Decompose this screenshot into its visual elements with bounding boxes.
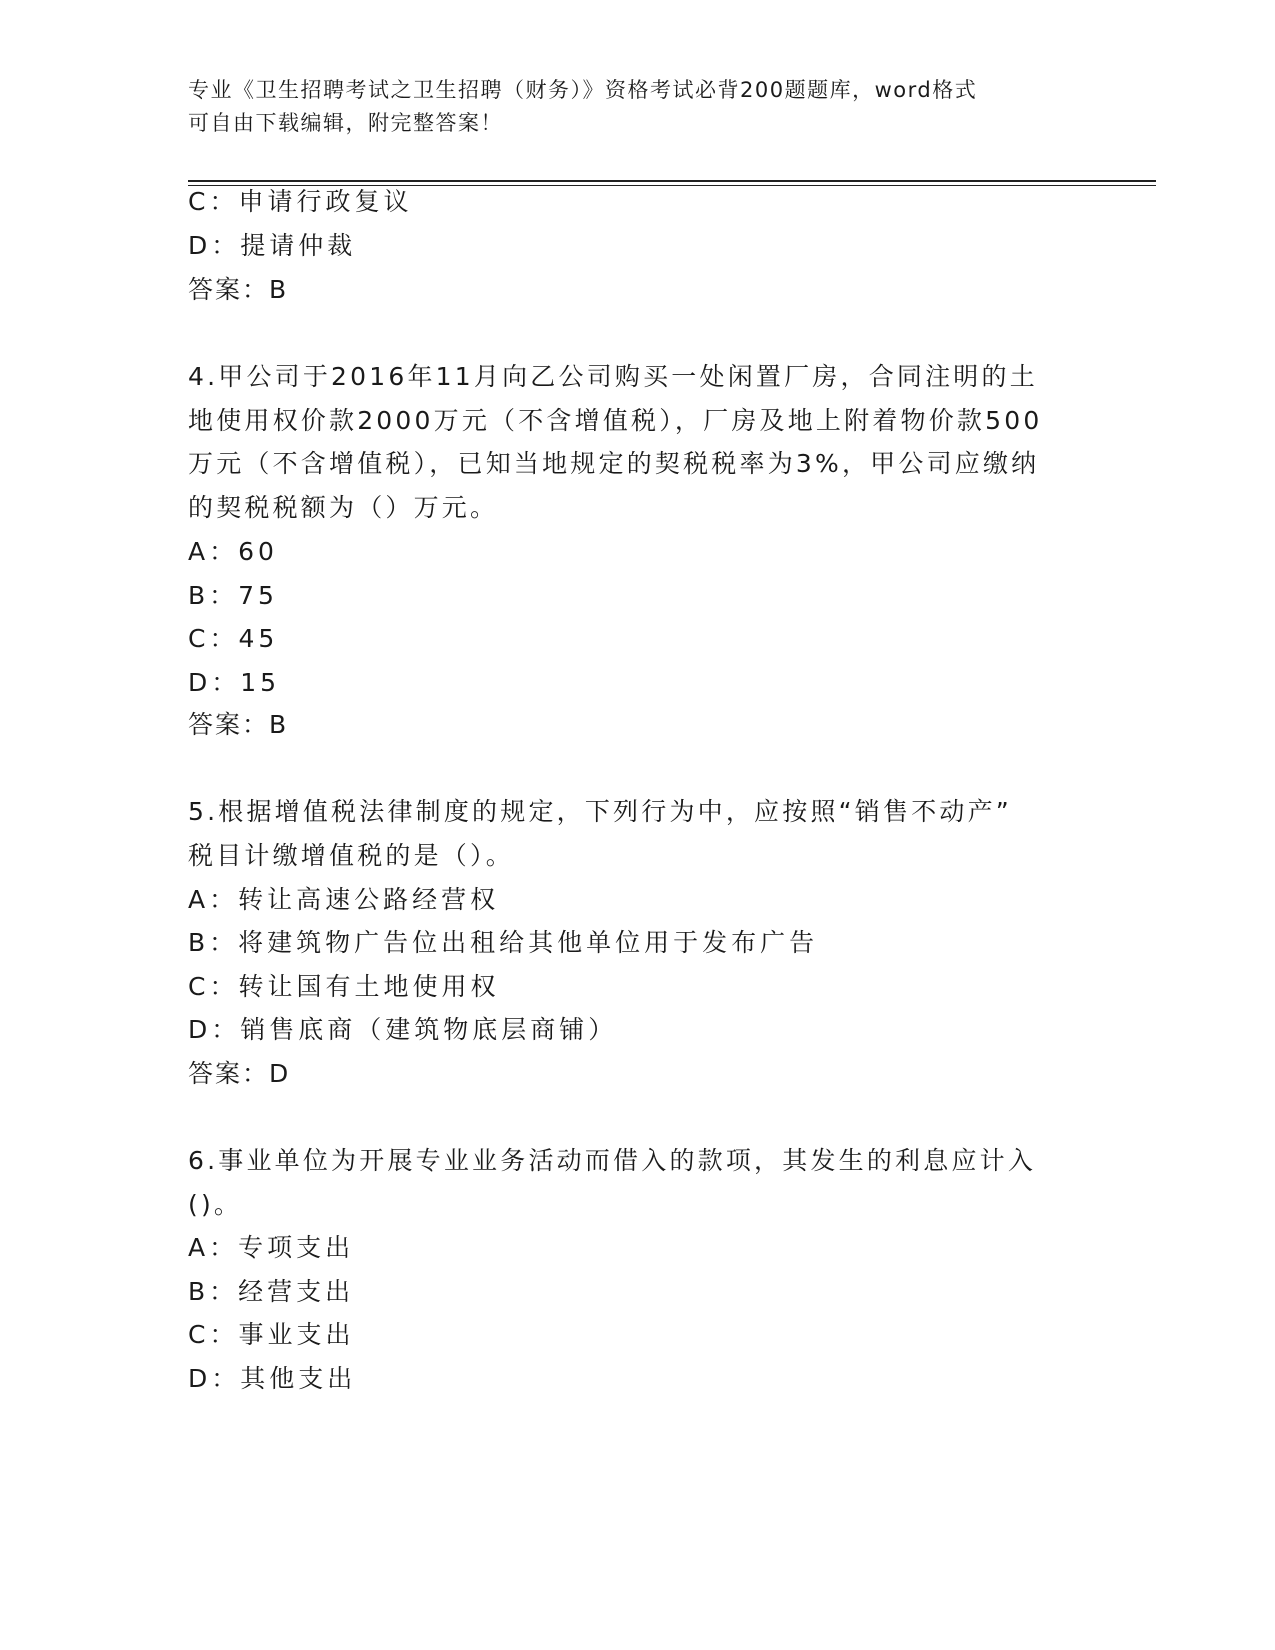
q4-stem-line-1: 4.甲公司于2016年11月向乙公司购买一处闲置厂房，合同注明的土: [188, 362, 1038, 391]
header-line-2: 可自由下载编辑，附完整答案！: [188, 111, 503, 135]
q4-answer: 答案：B: [188, 710, 289, 739]
page-header: [188, 74, 1068, 140]
q4-option-c: C：45: [188, 624, 279, 653]
q6-option-c: C：事业支出: [188, 1320, 355, 1349]
q5-stem-line-2: 税目计缴增值税的是（）。: [188, 841, 514, 870]
q4-stem-line-3: 万元（不含增值税），已知当地规定的契税税率为3%，甲公司应缴纳: [188, 449, 1040, 478]
q5-answer: 答案：D: [188, 1059, 291, 1088]
q4-option-a: A：60: [188, 537, 278, 566]
q5-option-b: B：将建筑物广告位出租给其他单位用于发布广告: [188, 928, 819, 957]
q3-option-d: D：提请仲裁: [188, 231, 357, 260]
header-rule-thick: [188, 180, 1156, 182]
q6-option-a: A：专项支出: [188, 1233, 355, 1262]
q5-option-d: D：销售底商（建筑物底层商铺）: [188, 1015, 618, 1044]
q5-stem-line-1: 5.根据增值税法律制度的规定，下列行为中，应按照“销售不动产”: [188, 797, 1012, 826]
q6-stem-line-2: ()。: [188, 1190, 243, 1219]
q4-option-d: D：15: [188, 668, 281, 697]
q4-stem-line-4: 的契税税额为（）万元。: [188, 493, 499, 522]
q3-option-c: C：申请行政复议: [188, 187, 413, 216]
q4-stem-line-2: 地使用权价款2000万元（不含增值税），厂房及地上附着物价款500: [188, 406, 1043, 435]
q5-option-a: A：转让高速公路经营权: [188, 885, 500, 914]
q6-option-b: B：经营支出: [188, 1277, 355, 1306]
q6-option-d: D：其他支出: [188, 1364, 357, 1393]
header-line-1: 专业《卫生招聘考试之卫生招聘（财务）》资格考试必背200题题库，word格式: [188, 78, 978, 102]
header-rule-thin: [188, 185, 1156, 186]
q4-option-b: B：75: [188, 581, 278, 610]
q3-answer: 答案：B: [188, 275, 289, 304]
q5-option-c: C：转让国有土地使用权: [188, 972, 500, 1001]
q6-stem-line-1: 6.事业单位为开展专业业务活动而借入的款项，其发生的利息应计入: [188, 1146, 1037, 1175]
